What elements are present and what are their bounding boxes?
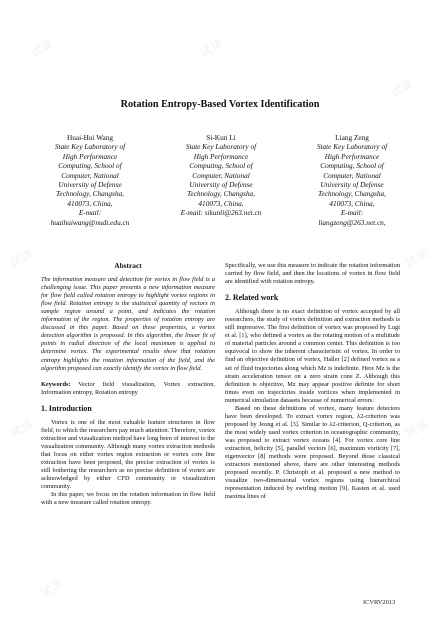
author-affiliation — [157, 142, 285, 217]
affiliation-line: Technology, Changsha, — [186, 189, 256, 199]
affiliation-line: 410073, China, — [198, 198, 244, 208]
right-column — [225, 262, 400, 501]
watermark: 试读 — [28, 36, 56, 61]
affiliation-line: High Performance — [62, 151, 118, 161]
affiliation-line: Computer, National — [323, 170, 381, 180]
affiliation-line: University of Defense — [320, 180, 384, 190]
section-heading-introduction: 1. Introduction — [41, 403, 92, 413]
author — [26, 133, 154, 227]
affiliation-line: Computing, School of — [58, 161, 122, 171]
affiliation-line: University of Defense — [58, 180, 122, 190]
paragraph: Based on these definitions of vortex, many feature detectors have been developed. To extract vortex region, λ2-criterion was proposed by Jeong et al. [3]. Similar to λ2-criterion, Q-criterion, as the most widely used vortex criterion in oceanographic community, was proposed to extract vortex oceans [4]. For vortex core line extraction, helicity [5], parallel vectors [6], maximum vorticity [7], eigenvector [8] methods were proposed. Beyond those classical extractors mentioned above, there are other interesting methods proposed recently. P. Christoph et al. proposed a new method to visualize two-dimensional vortex regions using hierarchical representation induced by swirling motion [9]. Kasten et al. used maxima lines of — [225, 404, 400, 501]
author-name: Si-Kun Li — [206, 133, 236, 142]
author-email: huaihuiwang@nudt.edu.cn — [50, 217, 130, 227]
affiliation-line: Computing, School of — [189, 161, 253, 171]
watermark: 试读 — [403, 416, 431, 441]
watermark: 试读 — [38, 576, 66, 601]
abstract-heading: Abstract — [114, 261, 142, 270]
watermark: 试读 — [403, 246, 431, 271]
author-name: Liang Zeng — [335, 133, 369, 142]
author — [288, 133, 416, 227]
affiliation-line: State Key Laboratory of — [54, 142, 126, 152]
watermark: 试读 — [8, 416, 36, 441]
affiliation-line: E-mail: — [340, 208, 364, 218]
affiliation-line: 410073, China, — [329, 198, 375, 208]
author-affiliation — [26, 142, 154, 227]
affiliation-line: Computing, School of — [320, 161, 384, 171]
affiliation-line: Computer, National — [61, 170, 119, 180]
abstract-text: The information measure and detection for vortex in flow field is a challenging issue. This paper presents a new information measure for flow field called rotation entropy to highlight vortex regions in flow field. Rotation entropy is the statistical quantity of vectors in sample region around a point, and indicates the rotation information of the region. The properties of rotation entropy are discussed in this paper. Based on these properties, a vortex detection algorithm is proposed. In this algorithm, the linear fit of points in radial direction of the local maximum is applied to determine vortex. The experimental results show that rotation entropy highlights the rotation information of the field, and the algorithm proposed can exactly identify the vortex in flow field. — [41, 276, 215, 372]
watermark: 试读 — [8, 246, 36, 271]
paragraph: Specifically, we use this measure to indicate the rotation information carried by flow field, and then the locations of vortex in flow field are identified with rotation entropy. — [225, 262, 400, 286]
affiliation-line: State Key Laboratory of — [185, 142, 257, 152]
paper-title: Rotation Entropy-Based Vortex Identification — [120, 99, 320, 110]
keywords-list: Vector field visualization, Vortex extraction, Information entropy, Rotation entropy — [41, 380, 215, 396]
author-email: liangzeng@263.net.cn, — [318, 217, 386, 227]
affiliation-line: High Performance — [324, 151, 380, 161]
author — [157, 133, 285, 227]
paragraph: Although there is no exact definition of vortex accepted by all researchers, the study of vortex definition and extraction methods is still impressive. The first definition of vortex was proposed by Lugt et al. [1], who defined a vortex as the rotating motion of a multitude of material particles around a common center. This definition is too equivocal to show the inherent characteristic of vortex. In order to find an objective definition of vortex, Haller [2] defined vortex as a set of fluid trajectories along which Mz is indefinite. Here Mz is the strain acceleration tensor on a zero strain cone Z. Although this definition is objective, Mz may appear positive definite for short times even on trajectories inside vortices when implemented in numerical simulation datasets because of numerical errors. — [225, 308, 400, 404]
paragraph: In this paper, we focus on the rotation information in flow field with a new measure called rotation entropy. — [41, 491, 215, 507]
affiliation-line: Technology, Changsha, — [55, 189, 125, 199]
affiliation-line: Technology, Changsha, — [317, 189, 387, 199]
watermark: 试读 — [388, 76, 416, 101]
author-affiliation — [288, 142, 416, 227]
keywords-label: Keywords: — [41, 380, 71, 388]
author-block — [26, 133, 416, 227]
keywords — [41, 381, 215, 397]
affiliation-line: E-mail: — [78, 208, 102, 218]
author-name: Huai-Hui Wang — [66, 133, 114, 142]
affiliation-line: 410073, China, — [67, 198, 113, 208]
affiliation-line: State Key Laboratory of — [316, 142, 388, 152]
section-heading-related-work: 2. Related work — [225, 293, 279, 303]
conference-footer: ICVRV2013 — [363, 599, 396, 606]
watermark: 试读 — [198, 36, 226, 61]
left-column — [41, 262, 215, 507]
paragraph: Vortex is one of the most valuable feature structures in flow field, to which the researchers pay much attention. Therefore, vortex extraction and visualization method have long been of interest to the visualization community. Although many vortex extraction methods that focus on either vortex region extraction or vortex core line extraction have been proposed, the precise extraction of vortex is still bothering the researchers as no precise definition of vortex are acknowledged by either CFD community or visualization community. — [41, 418, 215, 491]
affiliation-line: University of Defense — [189, 180, 253, 190]
author-email: E-mail: sikunli@263.net.cn — [180, 208, 262, 218]
affiliation-line: Computer, National — [192, 170, 250, 180]
affiliation-line: High Performance — [193, 151, 249, 161]
